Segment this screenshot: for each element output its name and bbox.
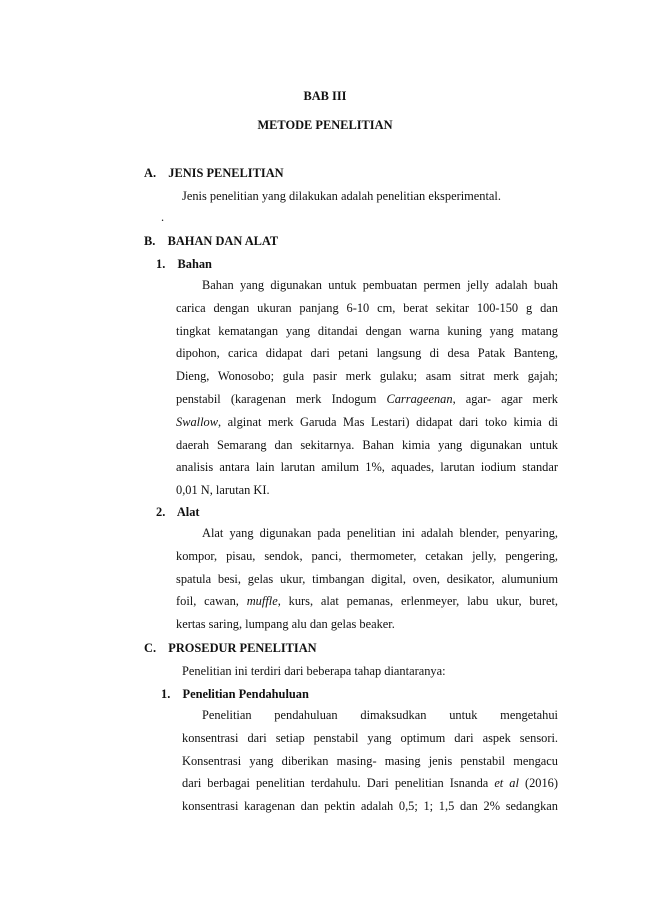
- pendahuluan-line-5: konsentrasi karagenan dan pektin adalah 0,5; 1; 1,5 dan 2% sedangkan: [182, 799, 558, 814]
- bahan-line-2: carica dengan ukuran panjang 6-10 cm, berat sekitar 100-150 g dan: [176, 300, 558, 315]
- pendahuluan-line-1: Penelitian pendahuluan dimaksudkan untuk mengetahui: [202, 708, 558, 722]
- bahan-line-4: dipohon, carica didapat dari petani langsung di desa Patak Banteng,: [176, 346, 558, 361]
- subsection-alat-number: 2.: [156, 505, 166, 519]
- alat-line-3: spatula besi, gelas ukur, timbangan digital, oven, desikator, alumunium: [176, 571, 558, 586]
- pendahuluan-line-4: dari berbagai penelitian terdahulu. Dari penelitian Isnanda et al (2016): [182, 776, 559, 791]
- subsection-pendahuluan-heading: [161, 687, 309, 702]
- alat-line-2: kompor, pisau, sendok, panci, thermometer, cetakan jelly, pengering,: [176, 548, 558, 563]
- subsection-bahan-title: Bahan: [177, 257, 212, 271]
- muffle-term: muffle: [246, 594, 278, 609]
- bahan-line-1: Bahan yang digunakan untuk pembuatan permen jelly adalah buah: [202, 278, 558, 292]
- bahan-paragraph: [176, 274, 558, 502]
- section-c-heading: [144, 641, 317, 656]
- section-c-marker: C.: [144, 641, 157, 655]
- subsection-pendahuluan-title: Penelitian Pendahuluan: [182, 687, 309, 701]
- bahan-line-9: analisis antara lain larutan amilum 1%, aquades, larutan iodium standar: [176, 460, 558, 475]
- et-al-term: et al: [494, 776, 519, 791]
- section-a-marker: A.: [144, 166, 157, 180]
- bahan-line-5: Dieng, Wonosobo; gula pasir merk gulaku; asam sitrat merk gajah;: [176, 369, 558, 384]
- chapter-number: BAB III: [303, 89, 347, 103]
- section-a-title: JENIS PENELITIAN: [168, 166, 284, 180]
- section-c-intro: Penelitian ini terdiri dari beberapa tahap diantaranya:: [182, 664, 446, 678]
- section-b-title: BAHAN DAN ALAT: [167, 234, 279, 248]
- bahan-line-8: daerah Semarang dan sekitarnya. Bahan kimia yang digunakan untuk: [176, 437, 558, 452]
- bahan-line-6: penstabil (karagenan merk Indogum Carrageenan, agar- agar merk: [176, 391, 559, 406]
- pendahuluan-paragraph: [182, 704, 558, 818]
- stray-dot: .: [161, 210, 165, 224]
- alat-line-5: kertas saring, lumpang alu dan gelas beaker.: [176, 617, 395, 632]
- alat-line-4: foil, cawan, muffle, kurs, alat pemanas, erlenmeyer, labu ukur, buret,: [176, 594, 558, 609]
- bahan-line-10: 0,01 N, larutan KI.: [176, 483, 270, 498]
- section-b-heading: [144, 234, 278, 249]
- section-b-marker: B.: [144, 234, 156, 248]
- alat-line-1: Alat yang digunakan pada penelitian ini adalah blender, penyaring,: [202, 526, 558, 540]
- section-c-title: PROSEDUR PENELITIAN: [168, 641, 317, 655]
- subsection-alat-heading: [156, 505, 200, 520]
- subsection-alat-title: Alat: [176, 505, 200, 519]
- pendahuluan-line-2: konsentrasi dari setiap penstabil yang optimum dari aspek sensori.: [182, 730, 558, 745]
- subsection-pendahuluan-number: 1.: [161, 687, 171, 701]
- subsection-bahan-heading: [156, 257, 212, 272]
- chapter-title: METODE PENELITIAN: [257, 118, 393, 132]
- section-a-heading: [144, 166, 284, 181]
- subsection-bahan-number: 1.: [156, 257, 166, 271]
- bahan-line-3: tingkat kematangan yang ditandai dengan warna kuning yang matang: [176, 323, 558, 338]
- carrageenan-term: Carrageenan: [386, 391, 453, 406]
- pendahuluan-line-3: Konsentrasi yang diberikan masing- masing jenis penstabil mengacu: [182, 753, 558, 768]
- section-a-paragraph: Jenis penelitian yang dilakukan adalah penelitian eksperimental.: [182, 189, 501, 203]
- alat-paragraph: [176, 522, 558, 636]
- swallow-term: Swallow: [176, 414, 218, 429]
- bahan-line-7: Swallow, alginat merk Garuda Mas Lestari) didapat dari toko kimia di: [176, 414, 558, 429]
